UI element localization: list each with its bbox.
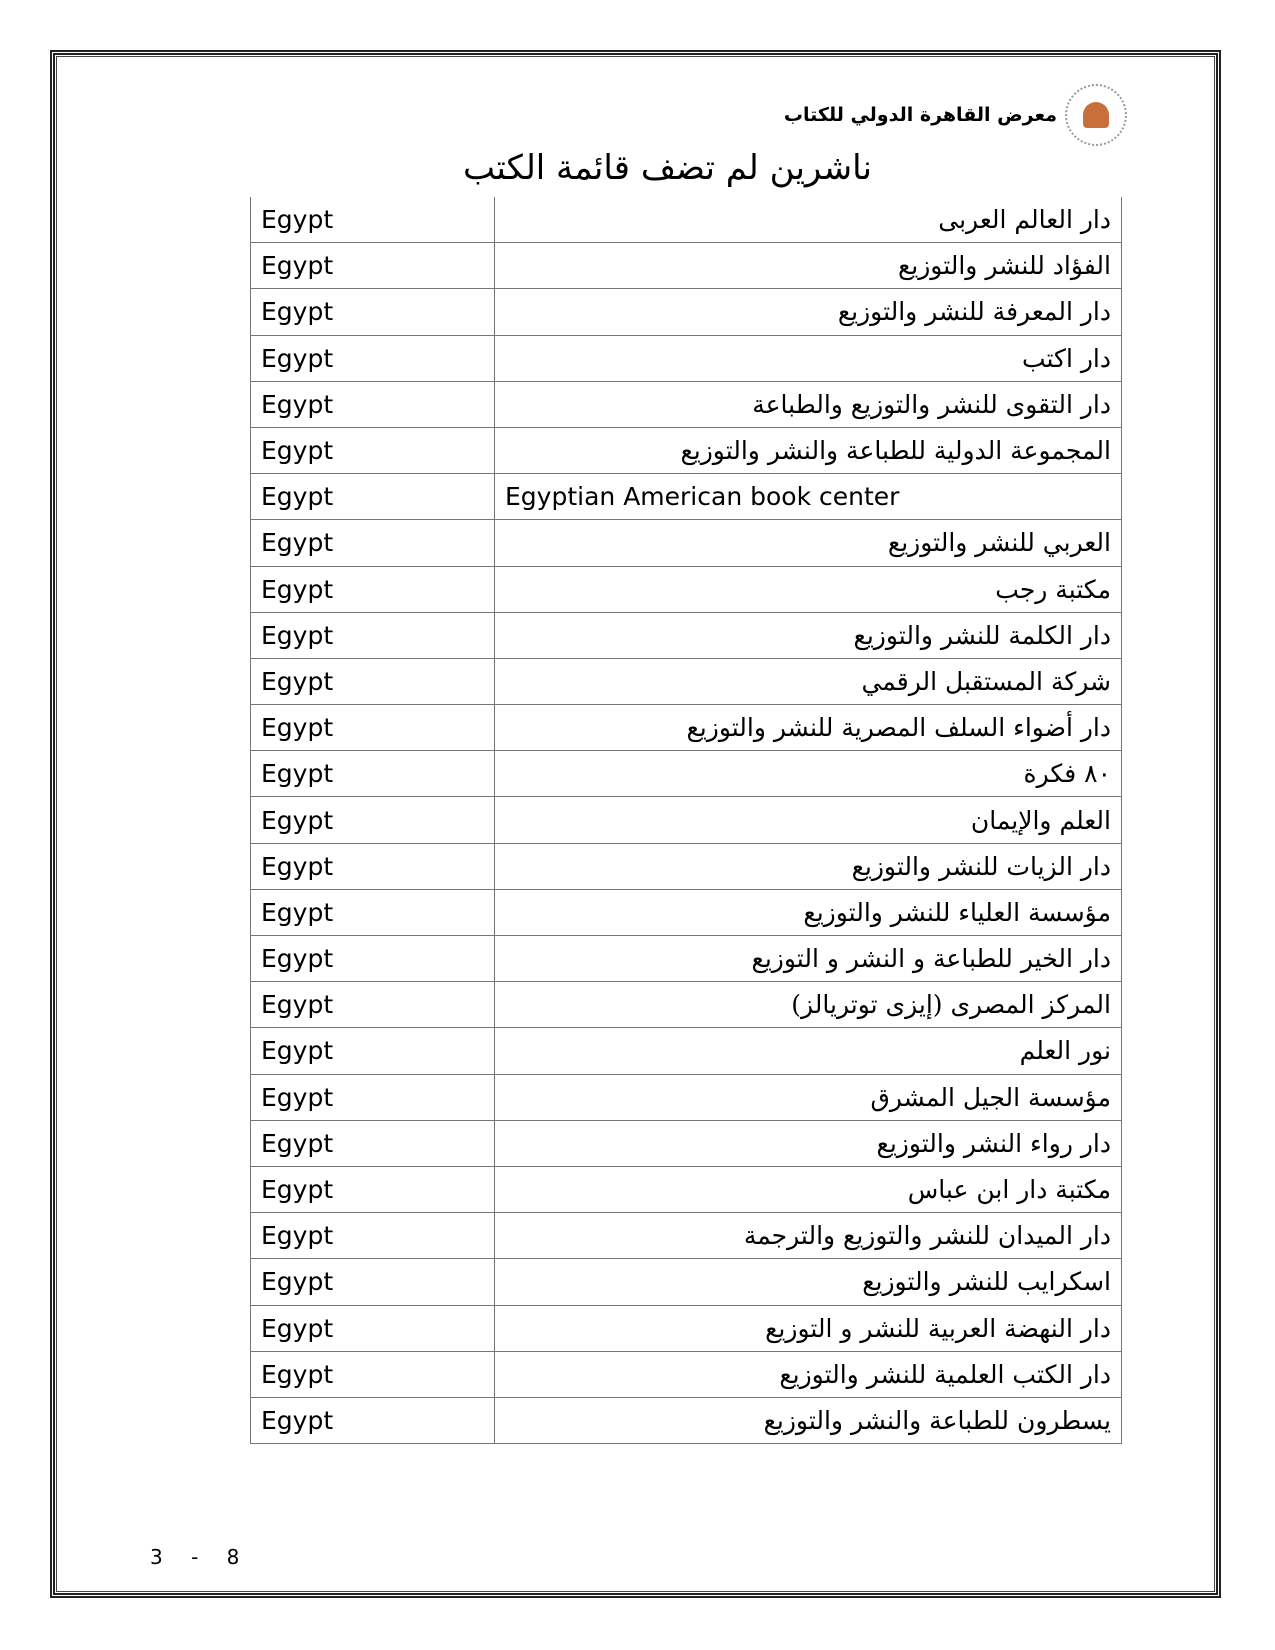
table-row — [251, 751, 1122, 797]
table-row — [251, 1305, 1122, 1351]
table-row — [251, 1028, 1122, 1074]
table-row — [251, 982, 1122, 1028]
country-cell: Egypt — [251, 705, 495, 751]
table-row — [251, 566, 1122, 612]
table-row — [251, 1259, 1122, 1305]
organization-name: معرض القاهرة الدولي للكتاب — [783, 104, 1057, 126]
publisher-name-cell: دار المعرفة للنشر والتوزيع — [495, 289, 1122, 335]
publisher-name-cell: دار الكلمة للنشر والتوزيع — [495, 612, 1122, 658]
table-row — [251, 1213, 1122, 1259]
publisher-name-cell: دار الخير للطباعة و النشر و التوزيع — [495, 936, 1122, 982]
country-cell: Egypt — [251, 612, 495, 658]
publisher-name-cell: دار التقوى للنشر والتوزيع والطباعة — [495, 381, 1122, 427]
publisher-name-cell: دار اكتب — [495, 335, 1122, 381]
publisher-name-cell: دار أضواء السلف المصرية للنشر والتوزيع — [495, 705, 1122, 751]
table-row — [251, 335, 1122, 381]
publisher-name-cell: اسكرايب للنشر والتوزيع — [495, 1259, 1122, 1305]
table-row — [251, 1351, 1122, 1397]
table-row — [251, 889, 1122, 935]
publisher-name-cell: دار الزيات للنشر والتوزيع — [495, 843, 1122, 889]
publisher-name-cell: ٨٠ فكرة — [495, 751, 1122, 797]
country-cell: Egypt — [251, 197, 495, 243]
country-cell: Egypt — [251, 936, 495, 982]
publisher-name-cell: الفؤاد للنشر والتوزيع — [495, 243, 1122, 289]
publisher-name-cell: العلم والإيمان — [495, 797, 1122, 843]
table-row — [251, 658, 1122, 704]
country-cell: Egypt — [251, 889, 495, 935]
table-row — [251, 1166, 1122, 1212]
table-row — [251, 843, 1122, 889]
publisher-name-cell: دار رواء النشر والتوزيع — [495, 1120, 1122, 1166]
publisher-name-cell: دار الكتب العلمية للنشر والتوزيع — [495, 1351, 1122, 1397]
table-row — [251, 612, 1122, 658]
header — [784, 84, 1127, 146]
publishers-table — [250, 197, 1122, 1444]
country-cell: Egypt — [251, 1351, 495, 1397]
table-row — [251, 1120, 1122, 1166]
country-cell: Egypt — [251, 243, 495, 289]
table-row — [251, 427, 1122, 473]
table-row — [251, 797, 1122, 843]
country-cell: Egypt — [251, 1213, 495, 1259]
publisher-name-cell: مؤسسة الجيل المشرق — [495, 1074, 1122, 1120]
publisher-name-cell: العربي للنشر والتوزيع — [495, 520, 1122, 566]
page-number: 3 - 8 — [150, 1545, 240, 1569]
country-cell: Egypt — [251, 474, 495, 520]
country-cell: Egypt — [251, 658, 495, 704]
country-cell: Egypt — [251, 289, 495, 335]
table-row — [251, 289, 1122, 335]
publisher-name-cell: المجموعة الدولية للطباعة والنشر والتوزيع — [495, 427, 1122, 473]
country-cell: Egypt — [251, 427, 495, 473]
country-cell: Egypt — [251, 797, 495, 843]
table-row — [251, 1397, 1122, 1443]
country-cell: Egypt — [251, 335, 495, 381]
country-cell: Egypt — [251, 566, 495, 612]
country-cell: Egypt — [251, 520, 495, 566]
publisher-name-cell: دار النهضة العربية للنشر و التوزيع — [495, 1305, 1122, 1351]
publisher-name-cell: مكتبة دار ابن عباس — [495, 1166, 1122, 1212]
publisher-name-cell: مؤسسة العلياء للنشر والتوزيع — [495, 889, 1122, 935]
table-row — [251, 936, 1122, 982]
country-cell: Egypt — [251, 982, 495, 1028]
publisher-name-cell: شركة المستقبل الرقمي — [495, 658, 1122, 704]
publisher-name-cell: Egyptian American book center — [495, 474, 1122, 520]
table-row — [251, 520, 1122, 566]
country-cell: Egypt — [251, 1305, 495, 1351]
fair-logo-icon — [1065, 84, 1127, 146]
table-row — [251, 381, 1122, 427]
country-cell: Egypt — [251, 843, 495, 889]
table-row — [251, 1074, 1122, 1120]
country-cell: Egypt — [251, 1120, 495, 1166]
country-cell: Egypt — [251, 1028, 495, 1074]
country-cell: Egypt — [251, 1074, 495, 1120]
country-cell: Egypt — [251, 1259, 495, 1305]
publisher-name-cell: دار العالم العربى — [495, 197, 1122, 243]
country-cell: Egypt — [251, 1166, 495, 1212]
table-row — [251, 197, 1122, 243]
page-title: ناشرين لم تضف قائمة الكتب — [463, 148, 872, 188]
country-cell: Egypt — [251, 751, 495, 797]
publisher-name-cell: المركز المصرى (إيزى توتريالز) — [495, 982, 1122, 1028]
publisher-name-cell: يسطرون للطباعة والنشر والتوزيع — [495, 1397, 1122, 1443]
table-row — [251, 243, 1122, 289]
table-row — [251, 705, 1122, 751]
publisher-name-cell: دار الميدان للنشر والتوزيع والترجمة — [495, 1213, 1122, 1259]
publisher-name-cell: مكتبة رجب — [495, 566, 1122, 612]
table-row — [251, 474, 1122, 520]
country-cell: Egypt — [251, 1397, 495, 1443]
publisher-name-cell: نور العلم — [495, 1028, 1122, 1074]
country-cell: Egypt — [251, 381, 495, 427]
